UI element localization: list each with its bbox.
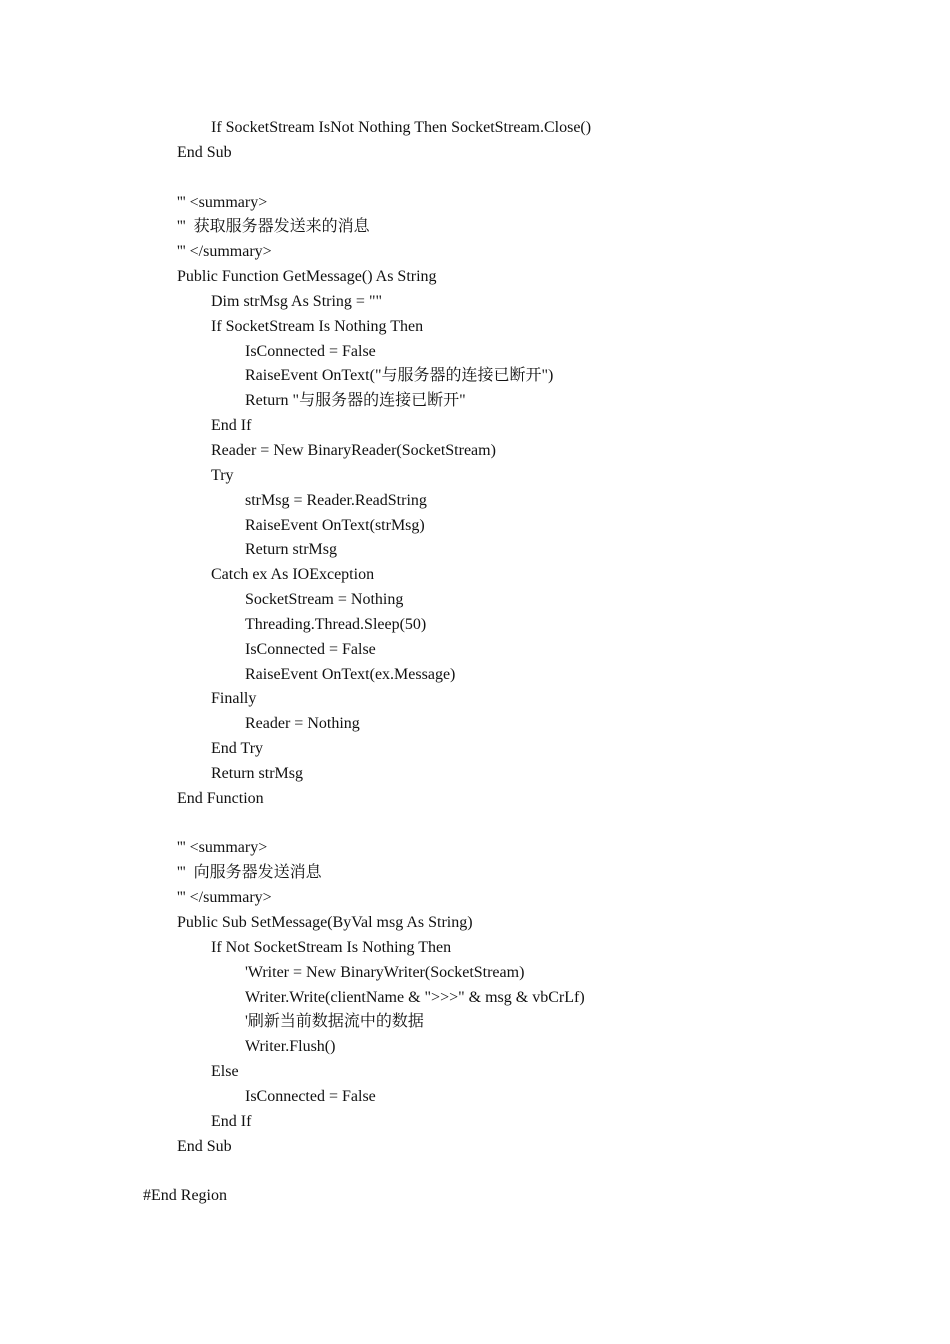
code-line: Return strMsg [245,541,337,559]
code-line: IsConnected = False [245,640,376,658]
blank-line [0,812,950,837]
blank-line [0,166,950,191]
code-line: If Not SocketStream Is Nothing Then [211,938,452,956]
blank-line [0,1159,950,1184]
code-line: Try [211,466,234,484]
code-line: Return strMsg [211,764,303,782]
code-line: #End Region [143,1187,227,1205]
code-line: ''' 向服务器发送消息 [177,864,322,882]
code-line: '刷新当前数据流中的数据 [245,1013,424,1031]
code-line: End Try [211,740,264,758]
code-line: RaiseEvent OnText(ex.Message) [245,665,456,683]
code-listing [0,116,950,1209]
code-line: 'Writer = New BinaryWriter(SocketStream) [245,963,525,981]
code-line: ''' 获取服务器发送来的消息 [177,218,370,236]
code-line: SocketStream = Nothing [245,591,404,609]
code-line: End Function [177,789,264,807]
code-line: Dim strMsg As String = "" [211,292,382,310]
code-line: RaiseEvent OnText(strMsg) [245,516,425,534]
code-line: ''' </summary> [177,243,272,261]
code-line: Writer.Flush() [245,1038,336,1056]
code-line: If SocketStream IsNot Nothing Then SocketStream.Close() [211,119,592,136]
code-line: Finally [211,690,257,708]
code-line: Public Sub SetMessage(ByVal msg As String) [177,914,473,931]
code-line: End Sub [177,143,232,161]
code-line: End If [211,417,252,435]
code-line: IsConnected = False [245,1087,376,1105]
code-line: IsConnected = False [245,342,376,360]
code-line: Writer.Write(clientName & ">>>" & msg & vbCrLf) [245,988,585,1006]
code-line: ''' <summary> [177,193,268,211]
code-line: Catch ex As IOException [211,566,375,584]
code-line: Public Function GetMessage() As String [177,268,437,286]
code-line: End If [211,1112,252,1130]
code-line: ''' </summary> [177,889,272,907]
code-line: Else [211,1063,239,1081]
code-line: Threading.Thread.Sleep(50) [245,615,427,633]
code-line: End Sub [177,1137,232,1155]
code-line: Reader = Nothing [245,715,360,733]
code-line: Reader = New BinaryReader(SocketStream) [211,441,496,459]
code-line: ''' <summary> [177,839,268,857]
code-line: If SocketStream Is Nothing Then [211,317,424,335]
code-line: strMsg = Reader.ReadString [245,491,427,509]
code-line: Return "与服务器的连接已断开" [245,392,466,410]
code-line: RaiseEvent OnText("与服务器的连接已断开") [245,367,554,385]
